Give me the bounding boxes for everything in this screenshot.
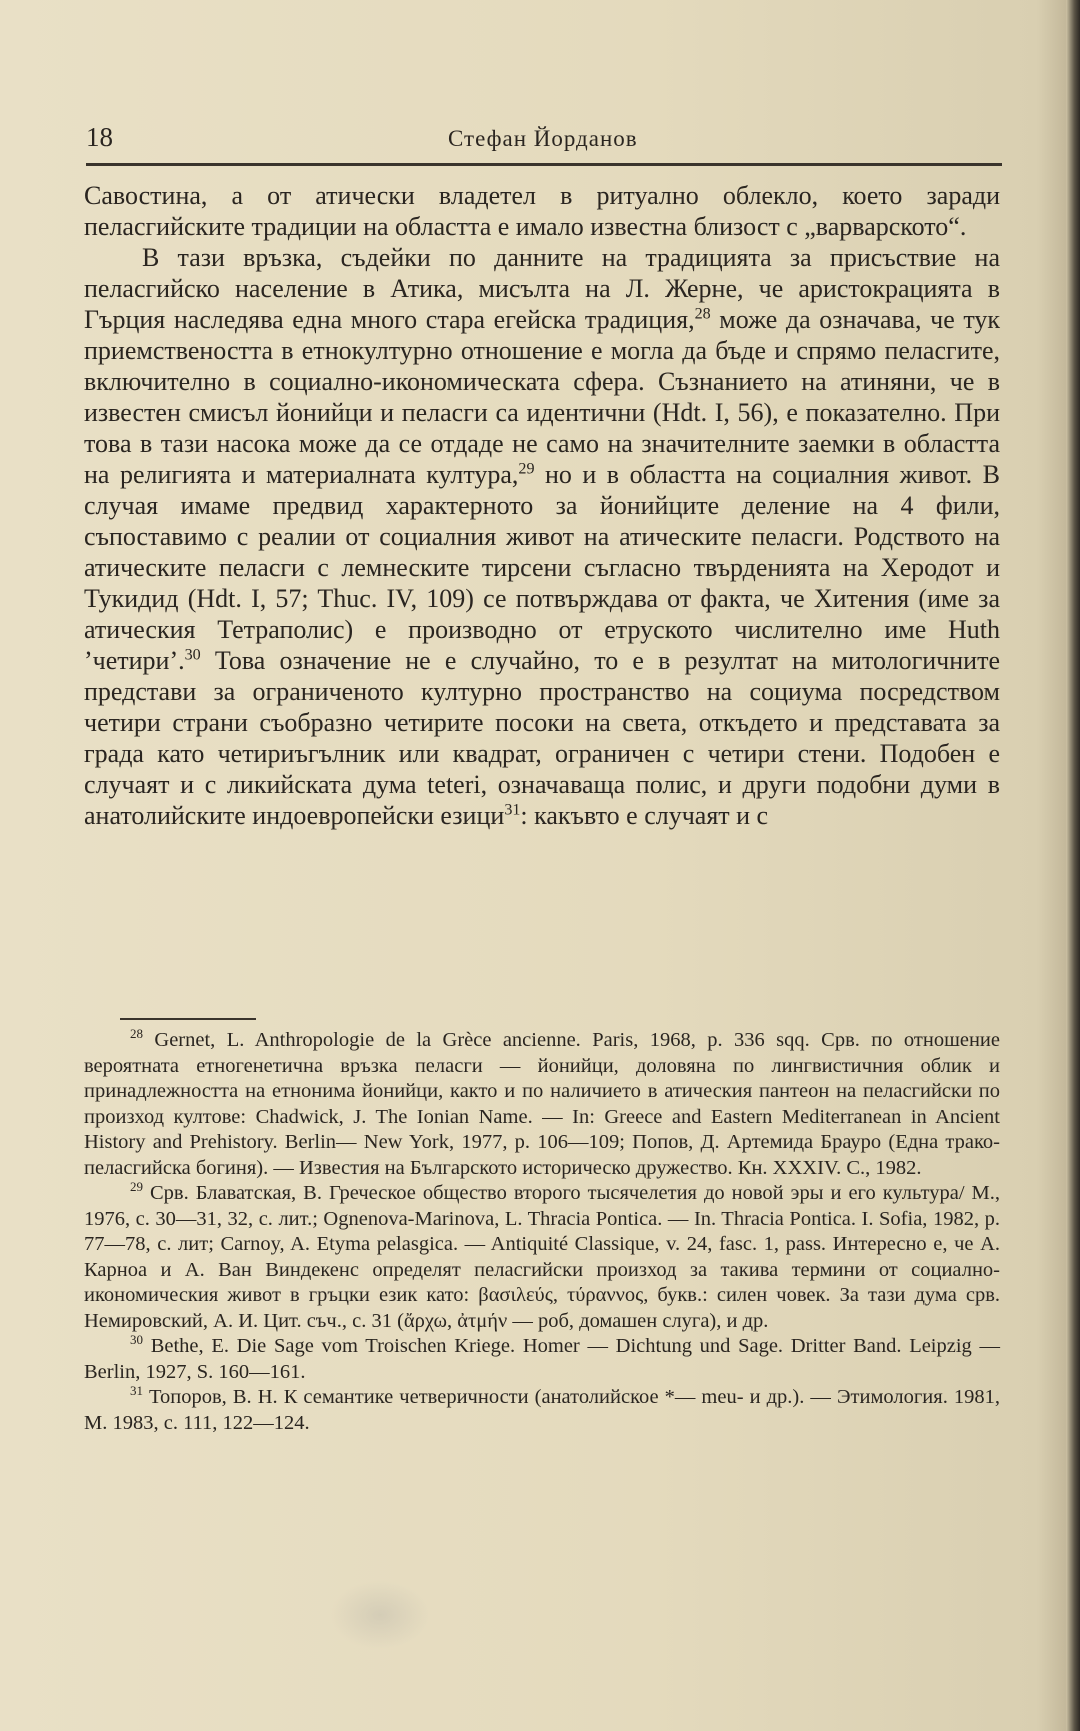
- footnote-text: Gernet, L. Anthropologie de la Grèce ancienne. Paris, 1968, p. 336 sqq. Срв. по отношение вероятната етногенетична връзка пеласги — йонийци, доловяна по лингвистичния облик и принадлежността на етнонима йонийци, както и по наличието в атическия пантеон на пеласгийски по произход култове: Chadwick, J. The Ionian Name. — In: Greece and Eastern Mediterranean in Ancient History and Prehistory. Berlin— New York, 1977, p. 106—109; Попов, Д. Артемида Брауро (Една трако-пеласгийска богиня). — Известия на Българското историческо дружество. Кн. XXXIV. С., 1982.: [84, 1029, 1000, 1179]
- footnote-text: Топоров, В. Н. К семантике четверичности (анатолийское *— meu- и др.). — Этимология. 1981, М. 1983, с. 111, 122—124.: [84, 1386, 1000, 1434]
- paragraph-1: Савостина, а от атически владетел в ритуално облекло, което заради пеласгийските традиции на областта е имало известна близост с „варварското“.: [84, 181, 1000, 241]
- footnote-ref-31[interactable]: 31: [504, 801, 521, 819]
- page-edge-shadow: [1066, 0, 1080, 1731]
- paper-smudge: [330, 1580, 430, 1650]
- footnote-ref-28[interactable]: 28: [694, 305, 711, 323]
- footnote-28: [84, 1028, 1000, 1181]
- footnote-text: Bethe, E. Die Sage vom Troischen Kriege. Homer — Dichtung und Sage. Dritter Band. Leipzig — Berlin, 1927, S. 160—161.: [84, 1335, 1000, 1383]
- footnote-number: 31: [130, 1383, 143, 1399]
- footnote-30: [84, 1334, 1000, 1385]
- page-header: [86, 118, 1002, 158]
- paragraph-2: [84, 242, 1000, 831]
- footnote-number: 30: [130, 1332, 143, 1348]
- main-text: [84, 180, 1000, 831]
- footnote-ref-30[interactable]: 30: [184, 646, 201, 664]
- text-segment: може да означава, че тук приемствеността в етнокултурно отношение е могла да бъде и спрямо пеласгите, включително в социално-икономическата сфера. Съзнанието на атиняни, че в известен смисъл йонийци и пеласги са идентични (Hdt. I, 56), е показателно. При това в тази насока може да се отдаде не само на значителните заемки в областта на религията и материалната култура,: [84, 305, 1000, 489]
- header-rule: [86, 163, 1002, 166]
- footnote-29: [84, 1181, 1000, 1334]
- footnote-31: [84, 1385, 1000, 1436]
- footnote-ref-29[interactable]: 29: [518, 460, 535, 478]
- running-title: Стефан Йорданов: [448, 126, 638, 151]
- footnote-rule: [120, 1018, 256, 1020]
- text-segment: : какъвто е случаят и с: [520, 801, 769, 830]
- footnote-number: 28: [130, 1026, 143, 1042]
- footnote-number: 29: [130, 1179, 143, 1195]
- text-segment: но и в областта на социалния живот. В случая имаме предвид характерното за йонийците деление на 4 фили, съпоставимо с реалии от социалния живот на атическите пеласги. Родството на атическите пеласги с лемнеските тирсени съгласно твърденията на Херодот и Тукидид (Hdt. I, 57; Thuc. IV, 109) се потвърждава от факта, че Хитения (име за атическия Тетраполис) е производно от етруското числително име Huth ’четири’.: [84, 460, 1000, 675]
- text-segment: Това означение не е случайно, то е в резултат на митологичните представи за ограниченото културно пространство на социума посредством четири страни съобразно четирите посоки на света, откъдето и представата за града като четириъгълник или квадрат, ограничен с четири стени. Подобен е случаят и с ликийската дума teteri, означаваща полис, и други подобни думи в анатолийските индоевропейски езици: [84, 646, 1000, 830]
- text-segment: В тази връзка, съдейки по данните на традицията за присъствие на пеласгийско население в Атика, мисълта на Л. Жерне, че аристокрацията в Гърция наследява една много стара егейска традиция,: [84, 243, 1000, 334]
- footnote-text: Срв. Блаватская, В. Греческое общество второго тысячелетия до новой эры и его культура/ М., 1976, с. 30—31, 32, с. лит.; Ognenova-Marinova, L. Thracia Pontica. — In. Thracia Pontica. I. Sofia, 1982, p. 77—78, с. лит; Carnoy, A. Etyma pelasgica. — Antiquité Classique, v. 24, fasc. 1, pass. Интересно е, че А. Карноа и А. Ван Виндекенс определят пеласгийски произход за такива термини от социално-икономическия живот в гръцки език като: βασιλεύς, τύραννος, букв.: силен човек. За тази дума срв. Немировский, А. И. Цит. съч., с. 31 (ἄρχω, ἀτμήν — роб, домашен слуга), и др.: [84, 1182, 1000, 1332]
- page-number: 18: [86, 122, 113, 152]
- footnotes: [84, 1028, 1000, 1436]
